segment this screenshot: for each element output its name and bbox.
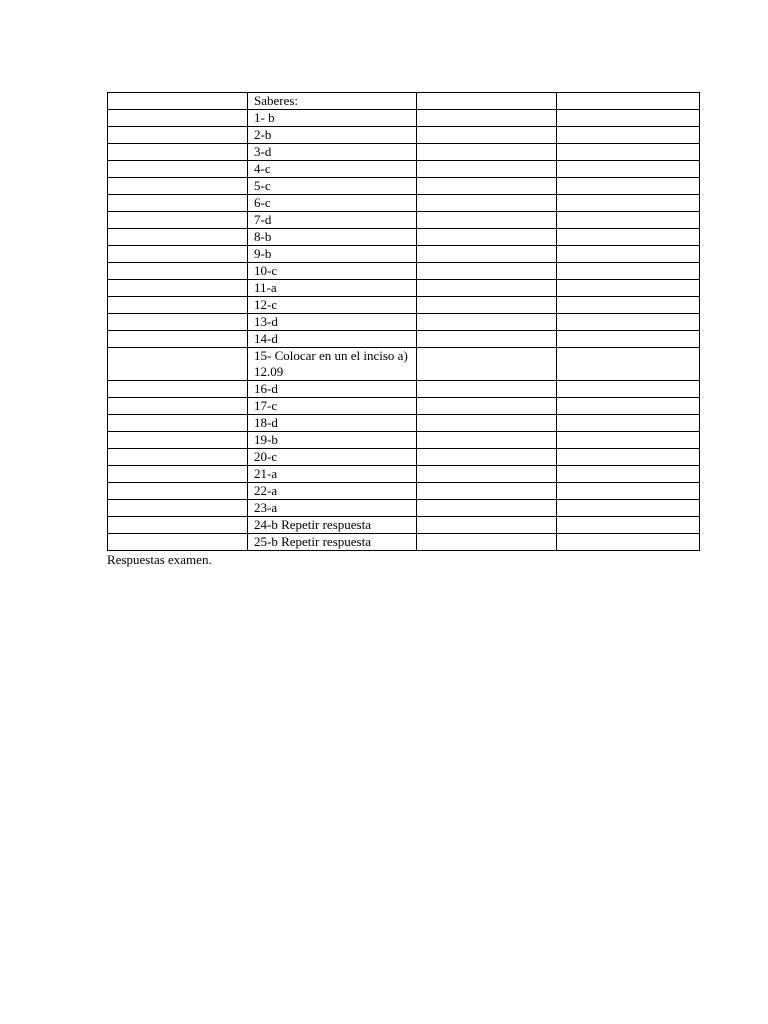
answer-cell: 18-d: [248, 415, 417, 432]
table-row: [108, 381, 700, 398]
table-cell-empty: [417, 161, 557, 178]
answers-table: [107, 92, 700, 551]
table-cell-empty: [417, 127, 557, 144]
answer-cell: 22-a: [248, 483, 417, 500]
table-cell-empty: [108, 127, 248, 144]
table-row: [108, 280, 700, 297]
table-row: [108, 398, 700, 415]
table-cell-empty: [557, 314, 700, 331]
table-row: [108, 229, 700, 246]
answer-cell: 6-c: [248, 195, 417, 212]
answer-cell: 16-d: [248, 381, 417, 398]
table-cell-empty: [108, 331, 248, 348]
table-cell-empty: [417, 195, 557, 212]
table-row: [108, 178, 700, 195]
table-row: [108, 466, 700, 483]
table-cell-empty: [557, 229, 700, 246]
table-row: [108, 246, 700, 263]
answer-cell: 3-d: [248, 144, 417, 161]
answer-cell: 13-d: [248, 314, 417, 331]
answer-cell: 12-c: [248, 297, 417, 314]
table-cell-empty: [108, 534, 248, 551]
table-cell-empty: [417, 466, 557, 483]
table-cell-empty: [417, 314, 557, 331]
table-row: [108, 144, 700, 161]
table-cell-empty: [108, 449, 248, 466]
table-cell-empty: [417, 280, 557, 297]
table-cell-empty: [417, 449, 557, 466]
table-row: [108, 534, 700, 551]
table-cell-empty: [417, 246, 557, 263]
table-cell-empty: [108, 483, 248, 500]
table-cell-empty: [557, 466, 700, 483]
answer-cell: 2-b: [248, 127, 417, 144]
table-cell-empty: [108, 212, 248, 229]
table-cell-empty: [557, 500, 700, 517]
table-cell-empty: [557, 432, 700, 449]
answer-cell: 20-c: [248, 449, 417, 466]
table-cell-empty: [557, 534, 700, 551]
table-cell-empty: [417, 212, 557, 229]
answer-cell: 24-b Repetir respuesta: [248, 517, 417, 534]
table-cell-empty: [417, 500, 557, 517]
table-cell-empty: [557, 144, 700, 161]
table-row: [108, 212, 700, 229]
table-cell-empty: [108, 161, 248, 178]
table-cell-empty: [557, 280, 700, 297]
table-cell-empty: [417, 415, 557, 432]
answer-cell: 9-b: [248, 246, 417, 263]
table-row: [108, 500, 700, 517]
table-cell-empty: [108, 144, 248, 161]
answer-cell: 8-b: [248, 229, 417, 246]
table-caption: Respuestas examen.: [107, 552, 212, 567]
table-cell-empty: [557, 297, 700, 314]
table-cell-empty: [557, 483, 700, 500]
table-cell-empty: [417, 229, 557, 246]
table-cell-empty: [557, 517, 700, 534]
table-cell-empty: [417, 348, 557, 381]
table-row: [108, 110, 700, 127]
table-row: [108, 517, 700, 534]
table-cell-empty: [557, 110, 700, 127]
table-cell-empty: [108, 500, 248, 517]
table-cell-empty: [417, 331, 557, 348]
table-row: [108, 297, 700, 314]
answer-cell: 23-a: [248, 500, 417, 517]
answer-cell: 11-a: [248, 280, 417, 297]
table-cell-empty: [417, 263, 557, 280]
table-cell-empty: [557, 449, 700, 466]
table-cell-empty: [108, 110, 248, 127]
table-cell-empty: [557, 127, 700, 144]
answer-cell: 17-c: [248, 398, 417, 415]
answer-cell: 14-d: [248, 331, 417, 348]
table-row: [108, 348, 700, 381]
table-header-cell: Saberes:: [248, 93, 417, 110]
answer-cell: 1- b: [248, 110, 417, 127]
table-header-row: [108, 93, 700, 110]
table-cell-empty: [108, 229, 248, 246]
table-cell-empty: [417, 432, 557, 449]
table-cell-empty: [557, 415, 700, 432]
table-cell-empty: [108, 178, 248, 195]
answer-cell: 19-b: [248, 432, 417, 449]
answer-cell: 5-c: [248, 178, 417, 195]
answer-cell: 7-d: [248, 212, 417, 229]
answer-cell: 10-c: [248, 263, 417, 280]
table-cell-empty: [557, 178, 700, 195]
table-cell-empty: [417, 297, 557, 314]
table-cell-empty: [557, 161, 700, 178]
table-cell-empty: [557, 348, 700, 381]
table-cell-empty: [417, 178, 557, 195]
answer-cell: 4-c: [248, 161, 417, 178]
table-cell-empty: [417, 483, 557, 500]
table-cell-empty: [108, 314, 248, 331]
table-cell-empty: [417, 381, 557, 398]
table-row: [108, 432, 700, 449]
answer-cell: 25-b Repetir respuesta: [248, 534, 417, 551]
table-cell-empty: [557, 246, 700, 263]
table-cell-empty: [557, 93, 700, 110]
table-row: [108, 415, 700, 432]
table-cell-empty: [417, 534, 557, 551]
table-row: [108, 127, 700, 144]
table-cell-empty: [108, 246, 248, 263]
table-cell-empty: [108, 263, 248, 280]
table-cell-empty: [108, 381, 248, 398]
answer-cell: 21-a: [248, 466, 417, 483]
table-cell-empty: [417, 93, 557, 110]
table-row: [108, 263, 700, 280]
answer-cell: 15- Colocar en un el inciso a) 12.09: [248, 348, 417, 381]
table-row: [108, 449, 700, 466]
table-cell-empty: [417, 144, 557, 161]
table-cell-empty: [557, 212, 700, 229]
table-cell-empty: [108, 398, 248, 415]
table-cell-empty: [108, 195, 248, 212]
table-cell-empty: [557, 195, 700, 212]
table-cell-empty: [557, 263, 700, 280]
table-cell-empty: [108, 415, 248, 432]
table-cell-empty: [108, 297, 248, 314]
table-row: [108, 314, 700, 331]
table-cell-empty: [108, 348, 248, 381]
table-cell-empty: [417, 398, 557, 415]
table-row: [108, 161, 700, 178]
table-row: [108, 195, 700, 212]
table-row: [108, 331, 700, 348]
table-cell-empty: [557, 381, 700, 398]
table-cell-empty: [108, 466, 248, 483]
table-cell-empty: [108, 93, 248, 110]
table-cell-empty: [417, 517, 557, 534]
table-cell-empty: [108, 280, 248, 297]
table-cell-empty: [108, 517, 248, 534]
table-cell-empty: [417, 110, 557, 127]
table-cell-empty: [557, 331, 700, 348]
table-cell-empty: [557, 398, 700, 415]
table-row: [108, 483, 700, 500]
table-cell-empty: [108, 432, 248, 449]
